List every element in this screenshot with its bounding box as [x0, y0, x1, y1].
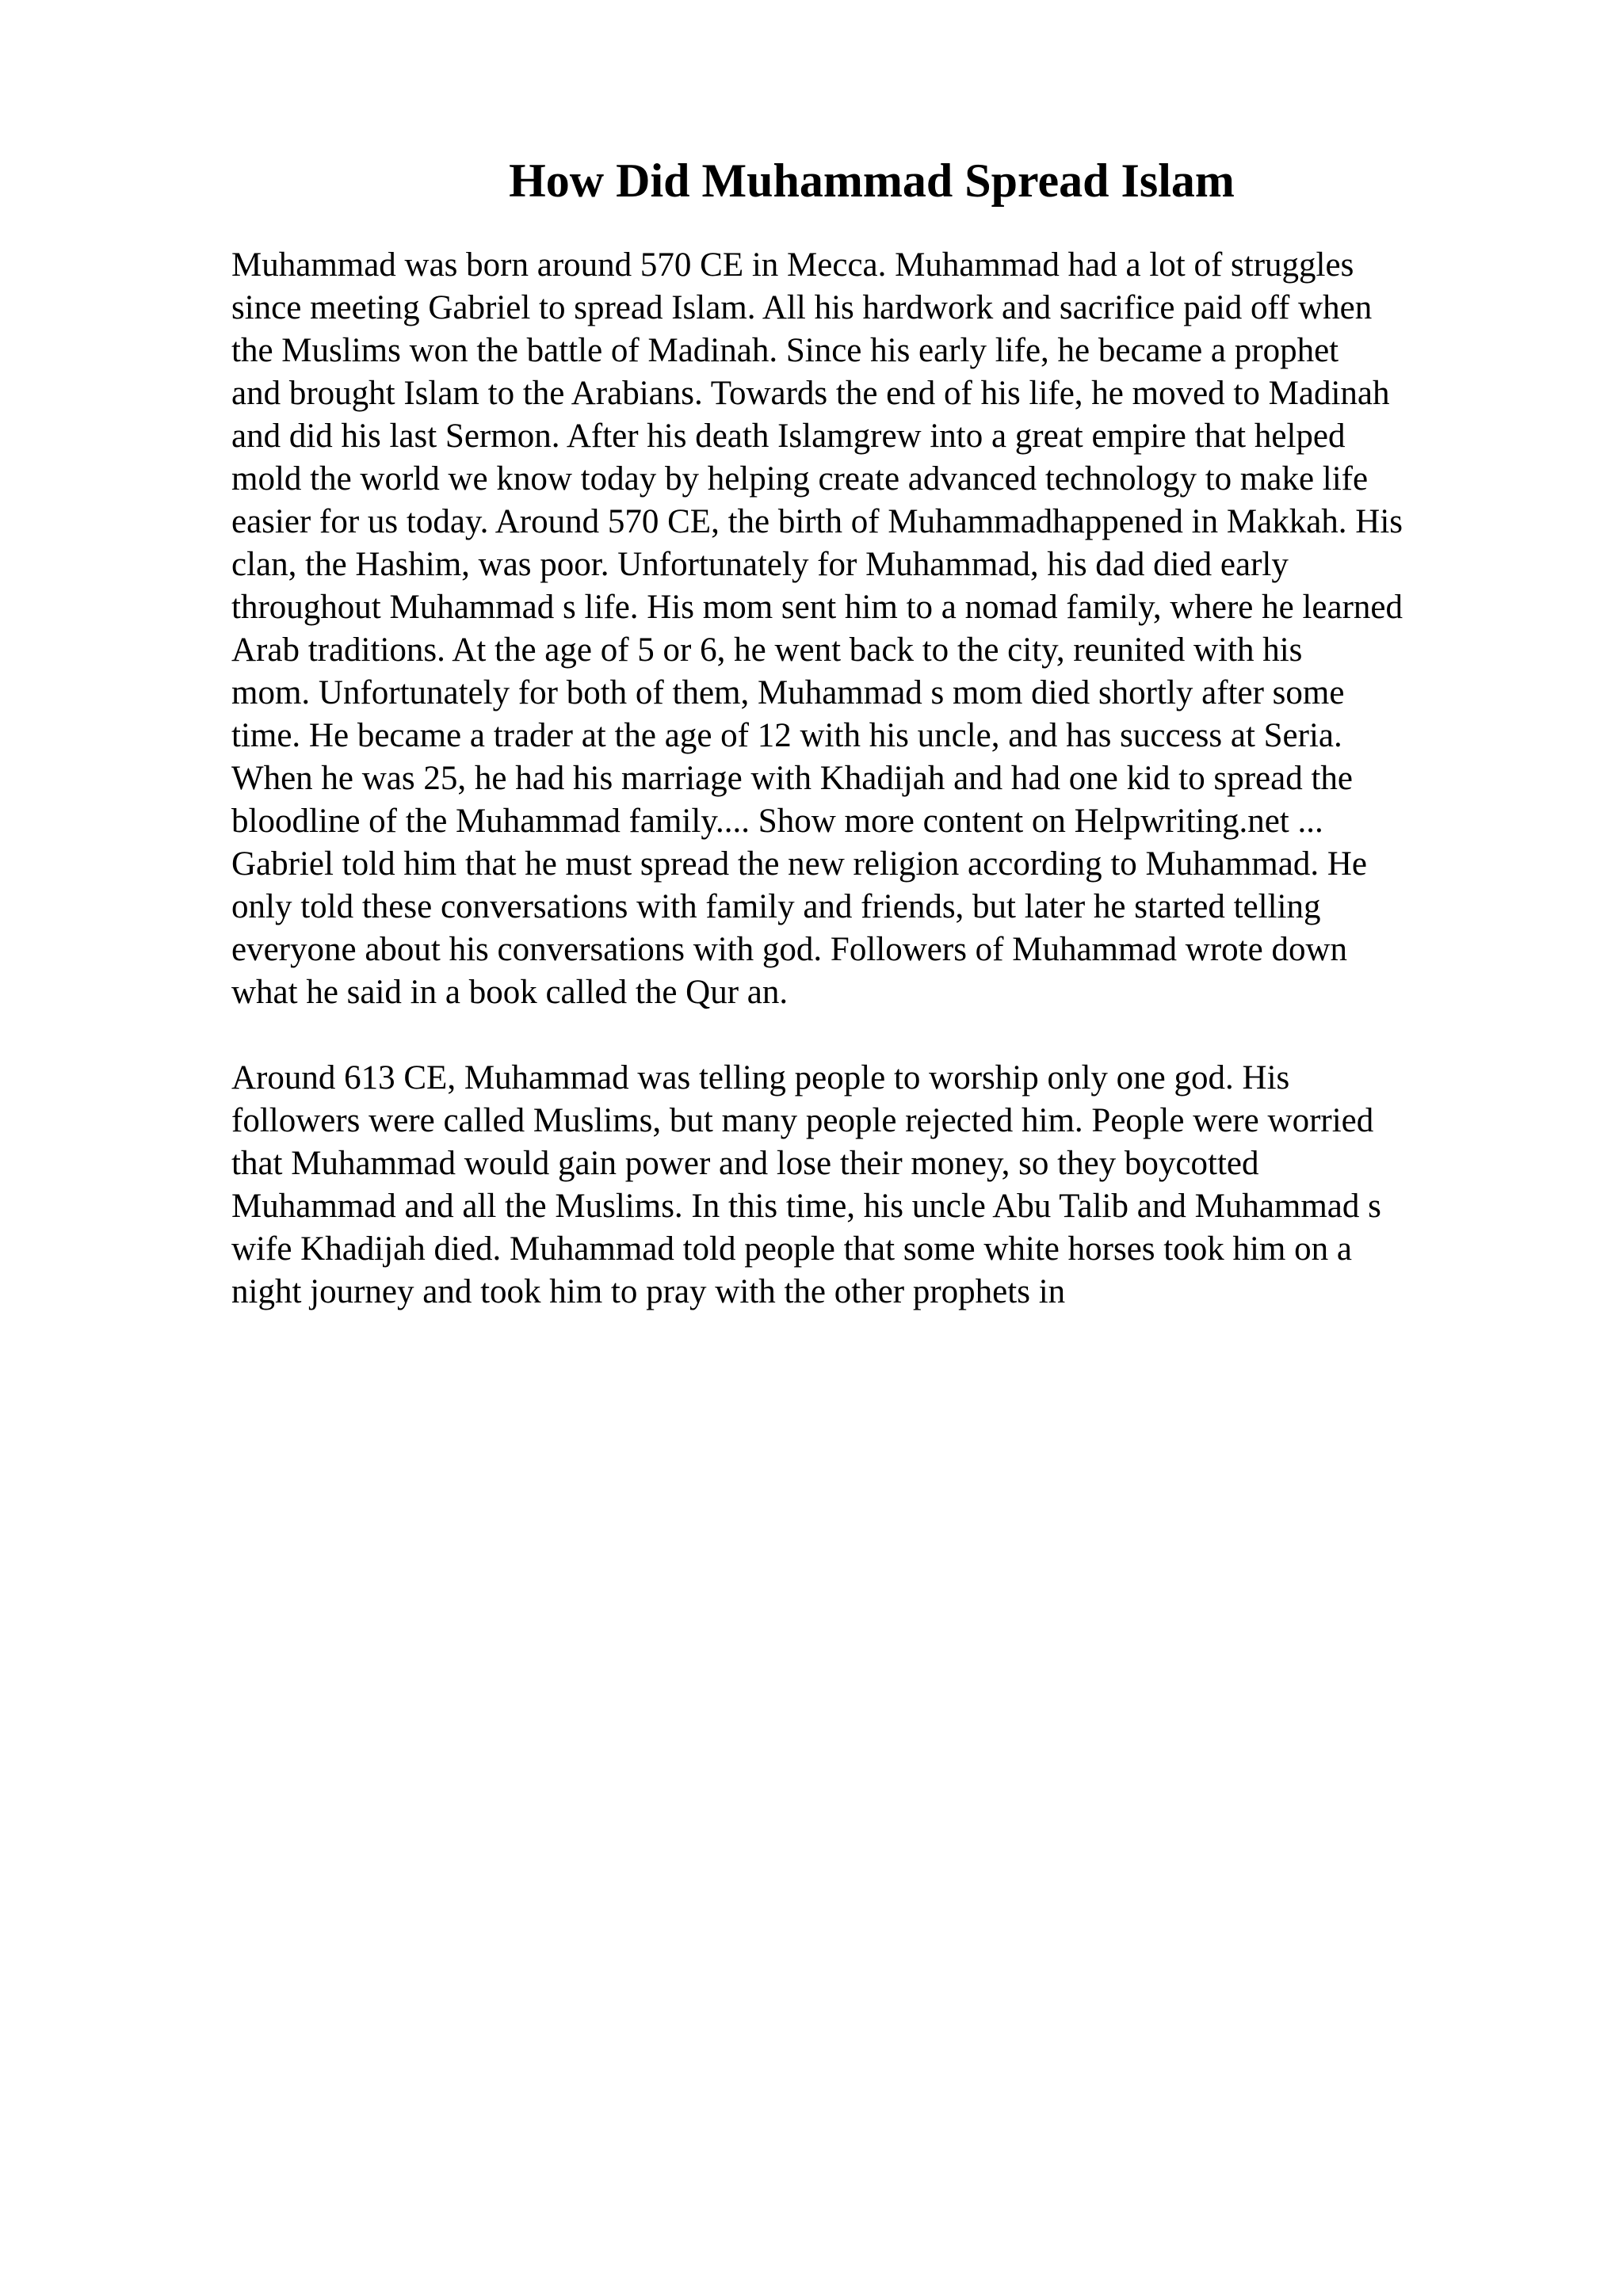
document-title: How Did Muhammad Spread Islam: [509, 154, 1235, 207]
text-line: clan, the Hashim, was poor. Unfortunately for Muhammad, his dad died early: [231, 546, 1289, 583]
text-line: wife Khadijah died. Muhammad told people that some white horses took him on a: [231, 1230, 1352, 1268]
text-line: that Muhammad would gain power and lose their money, so they boycotted: [231, 1145, 1259, 1182]
text-line: everyone about his conversations with god. Followers of Muhammad wrote down: [231, 931, 1347, 968]
text-line: followers were called Muslims, but many people rejected him. People were worried: [231, 1102, 1374, 1139]
text-line: only told these conversations with family and friends, but later he started telling: [231, 888, 1321, 925]
document-body: [231, 244, 1594, 1314]
text-line: the Muslims won the battle of Madinah. Since his early life, he became a prophet: [231, 332, 1339, 369]
paragraph-2: [231, 1057, 1594, 1314]
text-line: and brought Islam to the Arabians. Towards the end of his life, he moved to Madinah: [231, 375, 1390, 412]
text-line: throughout Muhammad s life. His mom sent him to a nomad family, where he learned: [231, 589, 1403, 626]
text-line: When he was 25, he had his marriage with Khadijah and had one kid to spread the: [231, 760, 1353, 797]
text-line: mom. Unfortunately for both of them, Muhammad s mom died shortly after some: [231, 674, 1345, 711]
text-line: easier for us today. Around 570 CE, the birth of Muhammadhappened in Makkah. His: [231, 503, 1403, 540]
text-line: bloodline of the Muhammad family.... Show more content on Helpwriting.net ...: [231, 803, 1323, 840]
text-line: Muhammad and all the Muslims. In this time, his uncle Abu Talib and Muhammad s: [231, 1188, 1381, 1225]
paragraph-1: [231, 244, 1594, 1014]
text-line: Muhammad was born around 570 CE in Mecca. Muhammad had a lot of struggles: [231, 246, 1354, 284]
text-line: night journey and took him to pray with the other prophets in: [231, 1273, 1066, 1310]
text-line: time. He became a trader at the age of 12 with his uncle, and has success at Seria.: [231, 717, 1342, 754]
text-line: and did his last Sermon. After his death Islamgrew into a great empire that helped: [231, 418, 1346, 455]
text-line: since meeting Gabriel to spread Islam. All his hardwork and sacrifice paid off when: [231, 289, 1373, 326]
text-line: Gabriel told him that he must spread the new religion according to Muhammad. He: [231, 845, 1367, 883]
text-line: what he said in a book called the Qur an.: [231, 974, 789, 1011]
text-line: mold the world we know today by helping create advanced technology to make life: [231, 460, 1369, 498]
text-line: Around 613 CE, Muhammad was telling people to worship only one god. His: [231, 1059, 1290, 1097]
text-line: Arab traditions. At the age of 5 or 6, he went back to the city, reunited with his: [231, 631, 1303, 669]
